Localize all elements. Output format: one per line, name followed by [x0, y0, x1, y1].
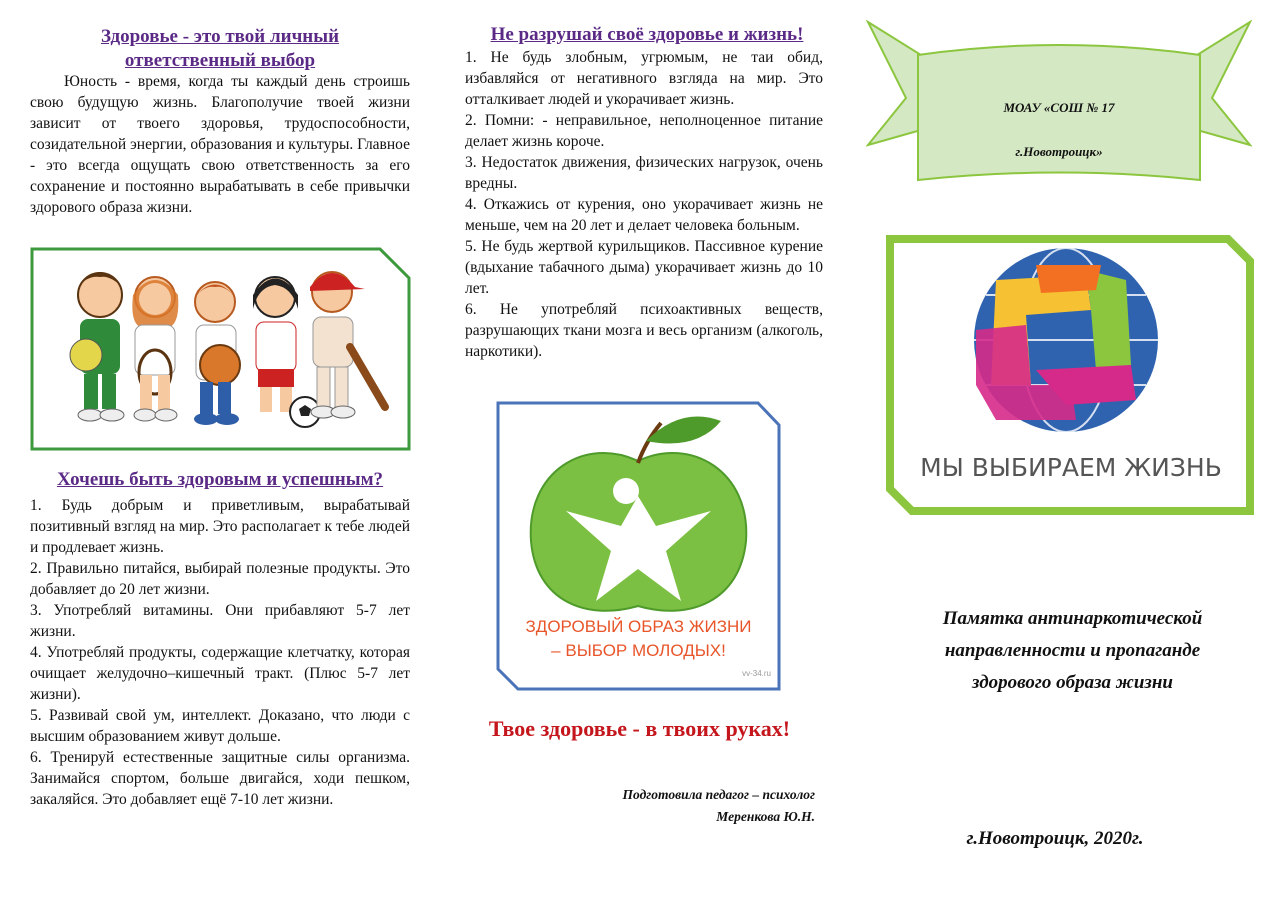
section-heading-responsibility: [30, 25, 410, 73]
city-year: г.Новотроицк, 2020г.: [966, 828, 1144, 849]
list-item: 2. Правильно питайся, выбирай полезные продукты. Это добавляет до 20 лет жизни.: [30, 560, 410, 598]
warnings-list: [465, 47, 823, 362]
list-item: 5. Не будь жертвой курильщиков. Пассивное курение (вдыхание табачного дыма) укорачивает жизнь до 10 лет.: [465, 238, 823, 297]
healthy-lifestyle-image: [496, 401, 781, 691]
slogan: Твое здоровье - в твоих руках!: [488, 716, 791, 741]
banner-text: [918, 86, 1200, 174]
apple-caption: [496, 615, 781, 663]
intro-paragraph: Юность - время, когда ты каждый день строишь свою будущую жизнь. Благополучие твоей жизни зависит от твоего здоровья, трудоспособности, созидательной энергии, образования и культуры. Главное - это всегда ощущать свою ответственность за его сохранение и постоянно вырабатывать в себе привычки здорового образа жизни.: [30, 73, 410, 216]
tips-list: [30, 495, 410, 810]
title-line-1: Памятка антинаркотической: [942, 608, 1203, 629]
heading-line-2: ответственный выбор: [124, 50, 316, 71]
list-item: 3. Употребляй витамины. Они прибавляют 5-7 лет жизни.: [30, 602, 410, 640]
list-item: 2. Помни: - неправильное, неполноценное питание делает жизнь короче.: [465, 112, 823, 150]
list-item: 3. Недостаток движения, физических нагрузок, очень вредны.: [465, 154, 823, 192]
list-item: 4. Употребляй продукты, содержащие клетчатку, которая очищает желудочно–кишечный тракт. (Плюс 5-7 лет жизни).: [30, 644, 410, 703]
list-item: 1. Будь добрым и приветливым, вырабатывай позитивный взгляд на мир. Это располагает к тебе людей и продлевает жизнь.: [30, 497, 410, 556]
list-item: 4. Откажись от курения, оно укорачивает жизнь не меньше, чем на 20 лет и делает человека больным.: [465, 196, 823, 234]
school-name: МОАУ «СОШ № 17: [1003, 100, 1115, 115]
section-heading-healthy: Хочешь быть здоровым и успешным?: [56, 469, 384, 490]
watermark: vv-34.ru: [742, 669, 771, 678]
title-line-3: здорового образа жизни: [972, 672, 1173, 693]
list-item: 6. Не употребляй психоактивных веществ, разрушающих ткани мозга и весь организм (алкоголь, наркотики).: [465, 301, 823, 360]
we-choose-life-logo: [886, 235, 1254, 515]
author-block: [560, 784, 815, 828]
leaflet-title: [900, 603, 1245, 699]
section-heading-dont-destroy: Не разрушай своё здоровье и жизнь!: [490, 24, 804, 45]
school-city: г.Новотроицк»: [1015, 144, 1103, 159]
logo-text: МЫ ВЫБИРАЕМ ЖИЗНЬ: [920, 453, 1222, 482]
list-item: 6. Тренируй естественные защитные силы организма. Занимайся спортом, больше двигайся, ходи пешком, закаляйся. Это добавляет ещё 7-10 лет жизни.: [30, 749, 410, 808]
author-role: Подготовила педагог – психолог: [622, 787, 815, 802]
list-item: 1. Не будь злобным, угрюмым, не таи обид, избавляйся от негативного взгляда на мир. Это отталкивает людей и укорачивает жизнь.: [465, 49, 823, 108]
author-name: Меренкова Ю.Н.: [716, 809, 815, 824]
school-banner: [866, 20, 1252, 190]
kids-illustration: [30, 247, 411, 451]
caption-line-1: ЗДОРОВЫЙ ОБРАЗ ЖИЗНИ: [525, 617, 752, 636]
list-item: 5. Развивай свой ум, интеллект. Доказано, что люди с высшим образованием живут дольше.: [30, 707, 410, 745]
title-line-2: направленности и пропаганде: [944, 640, 1201, 661]
heading-line-1: Здоровье - это твой личный: [100, 26, 340, 47]
caption-line-2: – ВЫБОР МОЛОДЫХ!: [551, 641, 726, 660]
